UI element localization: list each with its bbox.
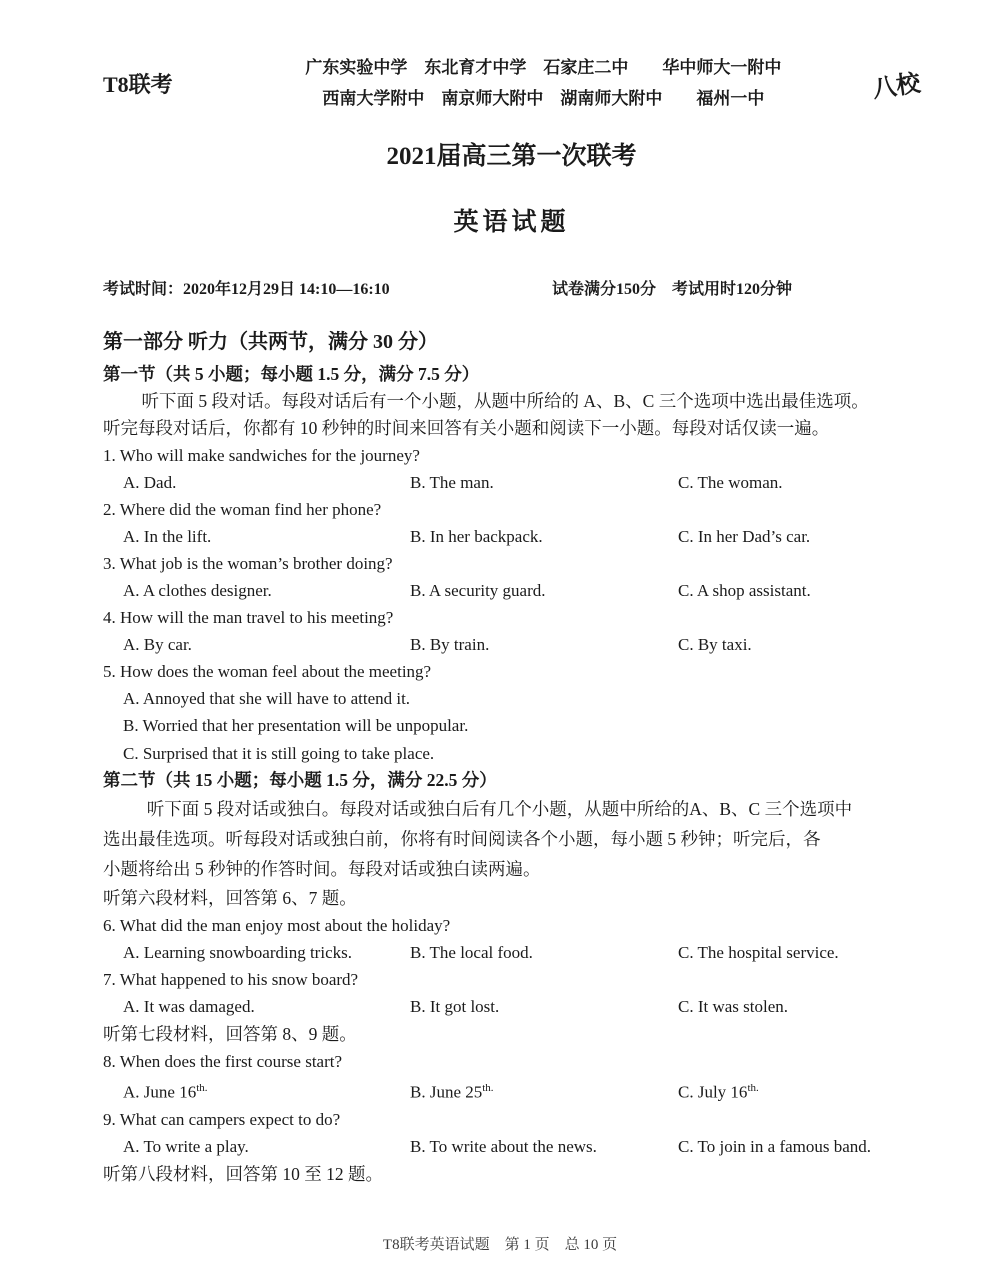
question-9-option-b: B. To write about the news.	[410, 1136, 597, 1156]
school-list-row1: 广东实验中学 东北育才中学 石家庄二中 华中师大一附中	[305, 58, 782, 77]
section2-instructions-line1: 听下面 5 段对话或独白。每段对话或独白后有几个小题，从题中所给的A、B、C 三个选项中	[146, 798, 853, 819]
exam-title: 2021届高三第一次联考	[386, 143, 637, 170]
exam-score-duration: 试卷满分150分 考试用时120分钟	[551, 281, 792, 298]
school-list-row2: 西南大学附中 南京师大附中 湖南师大附中 福州一中	[322, 89, 765, 108]
section2-instructions-line3: 小题将给出 5 秒钟的作答时间。每段对话或独白读两遍。	[103, 858, 541, 879]
question-2-options	[103, 523, 920, 550]
question-5-option-b: B. Worried that her presentation will be unpopular.	[123, 716, 469, 736]
section2-instructions-line2: 选出最佳选项。听每段对话或独白前，你将有时间阅读各个小题，每小题 5 秒钟；听完后，各	[103, 828, 821, 849]
question-1-options	[103, 469, 920, 496]
question-2-stem: 2. Where did the woman find her phone?	[103, 500, 382, 519]
question-8-option-c: C. July $16^{th.}$	[678, 1081, 759, 1102]
exam-meta	[103, 276, 920, 299]
question-7-stem: 7. What happened to his snow board?	[103, 969, 359, 989]
question-6-option-b: B. The local food.	[410, 942, 533, 962]
section1-instructions-line1: 听下面 5 段对话。每段对话后有一个小题，从题中所给的 A、B、C 三个选项中选出最佳选项。	[141, 391, 869, 411]
question-9-option-c: C. To join in a famous band.	[678, 1136, 872, 1156]
question-3-stem: 3. What job is the woman’s brother doing?	[103, 554, 393, 573]
exam-brand: T8联考	[103, 71, 173, 97]
question-1	[103, 442, 920, 496]
question-4-stem: 4. How will the man travel to his meeting?	[103, 608, 394, 627]
question-3-option-b: B. A security guard.	[410, 581, 546, 600]
ordinal-suffix: th.	[747, 1081, 759, 1094]
question-6-option-c: C. The hospital service.	[678, 942, 839, 962]
school-list	[219, 52, 868, 114]
part1-heading: 第一部分 听力（共两节，满分 30 分）	[103, 331, 438, 353]
question-9-option-a: A. To write a play.	[123, 1136, 249, 1156]
question-1-option-a: A. Dad.	[123, 473, 177, 492]
question-7-option-c: C. It was stolen.	[678, 996, 789, 1016]
section1-heading: 第一节（共 5 小题；每小题 1.5 分，满分 7.5 分）	[103, 364, 480, 384]
question-7-options	[103, 993, 920, 1020]
question-3	[103, 550, 920, 604]
material-6-prompt: 听第六段材料，回答第 6、7 题。	[103, 887, 357, 908]
question-1-option-c: C. The woman.	[678, 473, 783, 492]
section1-instructions	[103, 388, 920, 442]
question-4-option-b: B. By train.	[410, 635, 490, 654]
question-1-option-b: B. The man.	[410, 473, 494, 492]
question-8-option-a: A. June $16^{th.}$	[123, 1081, 208, 1102]
question-2	[103, 496, 920, 550]
question-1-stem: 1. Who will make sandwiches for the journey?	[103, 446, 420, 465]
question-9-stem: 9. What can campers expect to do?	[103, 1109, 341, 1129]
question-2-option-b: B. In her backpack.	[410, 527, 543, 546]
section2-heading: 第二节（共 15 小题；每小题 1.5 分，满分 22.5 分）	[103, 769, 497, 790]
header	[103, 52, 923, 114]
ordinal-suffix: th.	[196, 1081, 208, 1094]
section1-instructions-line2: 听完每段对话后，你都有 10 秒钟的时间来回答有关小题和阅读下一小题。每段对话仅读一遍。	[103, 418, 830, 438]
question-8	[103, 1048, 920, 1106]
page-footer: T8联考英语试题 第 1 页 总 10 页	[382, 1237, 618, 1253]
question-5	[103, 658, 920, 767]
question-7-option-a: A. It was damaged.	[123, 996, 255, 1016]
question-2-option-c: C. In her Dad’s car.	[678, 527, 811, 546]
material-7-prompt: 听第七段材料，回答第 8、9 题。	[103, 1023, 357, 1044]
question-7	[103, 966, 920, 1020]
ordinal-suffix: th.	[482, 1081, 494, 1094]
exam-time: 考试时间：2020年12月29日 14:10—16:10	[103, 281, 390, 298]
question-8-options	[103, 1075, 920, 1106]
material-8-prompt: 听第八段材料，回答第 10 至 12 题。	[103, 1163, 383, 1184]
question-4-options	[103, 631, 920, 658]
question-6-option-a: A. Learning snowboarding tricks.	[123, 942, 352, 962]
question-8-option-b: B. June $25^{th.}$	[410, 1081, 494, 1102]
question-4-option-c: C. By taxi.	[678, 635, 752, 654]
subject-title: 英语试题	[453, 209, 570, 236]
question-4-option-a: A. By car.	[123, 635, 192, 654]
question-3-option-c: C. A shop assistant.	[678, 581, 811, 600]
question-2-option-a: A. In the lift.	[123, 527, 212, 546]
question-5-stem: 5. How does the woman feel about the meeting?	[103, 662, 432, 681]
section2-instructions	[103, 794, 920, 884]
question-3-option-a: A. A clothes designer.	[123, 581, 272, 600]
question-6	[103, 912, 920, 966]
question-6-options	[103, 939, 920, 966]
question-7-option-b: B. It got lost.	[410, 996, 500, 1016]
question-5-option-c: C. Surprised that it is still going to take place.	[123, 743, 435, 763]
question-3-options	[103, 577, 920, 604]
question-4	[103, 604, 920, 658]
question-6-stem: 6. What did the man enjoy most about the holiday?	[103, 915, 451, 935]
eight-schools-label: 八校	[870, 70, 923, 103]
question-9	[103, 1106, 920, 1160]
question-9-options	[103, 1133, 920, 1160]
question-5-option-a: A. Annoyed that she will have to attend it.	[123, 689, 411, 708]
question-8-stem: 8. When does the first course start?	[103, 1051, 343, 1071]
